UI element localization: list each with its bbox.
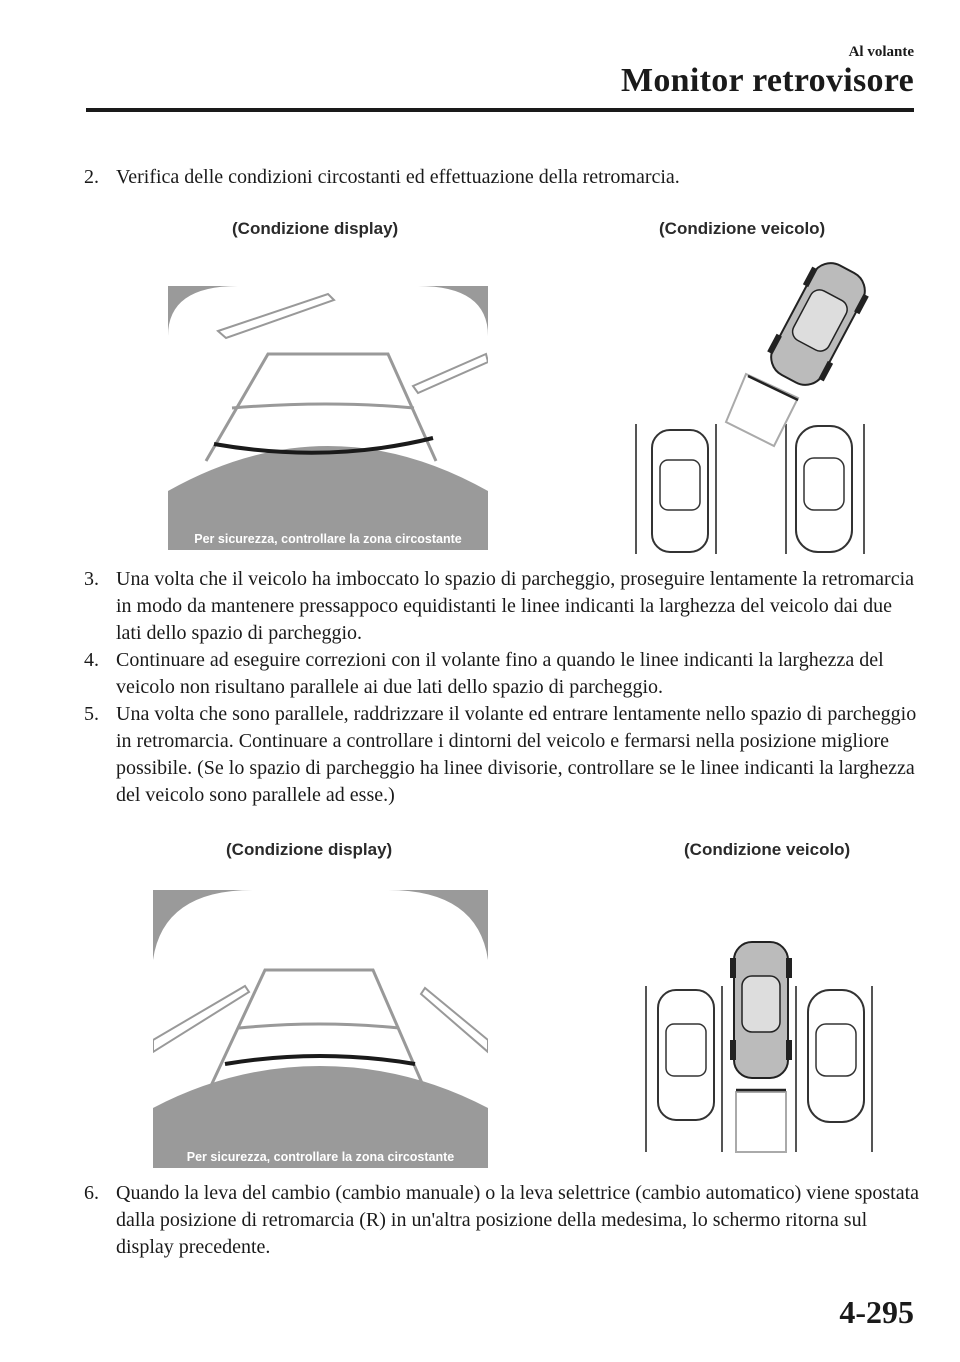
page-number: 4-295 — [839, 1294, 914, 1330]
safety-banner: Per sicurezza, controllare la zona circostante — [194, 532, 462, 546]
step-2 — [84, 164, 920, 191]
parking-diagram — [636, 940, 920, 1154]
step-text: Una volta che il veicolo ha imboccato lo spazio di parcheggio, proseguire lentamente la retromarcia in modo da mantenere pressappoco equidistanti le linee indicanti la larghezza del veicolo dai due lati dello spazio di parcheggio. — [116, 568, 915, 644]
step-text: Continuare ad eseguire correzioni con il volante fino a quando le linee indicanti la larghezza del veicolo non risultano parallele ai due lati dello spazio di parcheggio. — [116, 649, 884, 698]
step-number: 2. — [84, 166, 99, 188]
vehicle-diagram-1 — [628, 262, 928, 556]
camera-display-2 — [153, 890, 488, 1168]
page-title: Monitor retrovisore — [620, 62, 914, 99]
section-label: Al volante — [848, 44, 914, 60]
parking-diagram — [628, 262, 928, 556]
display-caption: (Condizione display) — [226, 840, 393, 859]
step-3 — [84, 566, 920, 647]
step-number: 3. — [84, 568, 99, 590]
camera-display-1 — [168, 286, 488, 550]
display-caption: (Condizione display) — [232, 219, 399, 238]
step-4 — [84, 647, 920, 701]
vehicle-caption: (Condizione veicolo) — [659, 219, 826, 238]
step-6 — [84, 1180, 920, 1261]
header-rule — [86, 108, 914, 112]
step-number: 6. — [84, 1182, 99, 1204]
step-5 — [84, 701, 920, 809]
safety-banner: Per sicurezza, controllare la zona circostante — [186, 1150, 455, 1164]
step-number: 4. — [84, 649, 99, 671]
step-text: Quando la leva del cambio (cambio manuale) o la leva selettrice (cambio automatico) viene spostata dalla posizione di retromarcia (R) in un'altra posizione della medesima, lo schermo ritorna sul display precedente. — [116, 1182, 920, 1258]
camera-view-graphic — [153, 890, 488, 1168]
step-text: Una volta che sono parallele, raddrizzare il volante ed entrare lentamente nello spazio di parcheggio in retromarcia. Continuare a controllare i dintorni del veicolo e fermarsi nella posizione migliore possibile. (Se lo spazio di parcheggio ha linee divisorie, controllare se le linee indicanti la larghezza del veicolo sono parallele ad esse.) — [116, 703, 917, 806]
vehicle-caption: (Condizione veicolo) — [684, 840, 851, 859]
step-number: 5. — [84, 703, 99, 725]
step-text: Verifica delle condizioni circostanti ed effettuazione della retromarcia. — [116, 166, 680, 188]
camera-view-graphic — [168, 286, 488, 550]
vehicle-diagram-2 — [636, 940, 920, 1154]
